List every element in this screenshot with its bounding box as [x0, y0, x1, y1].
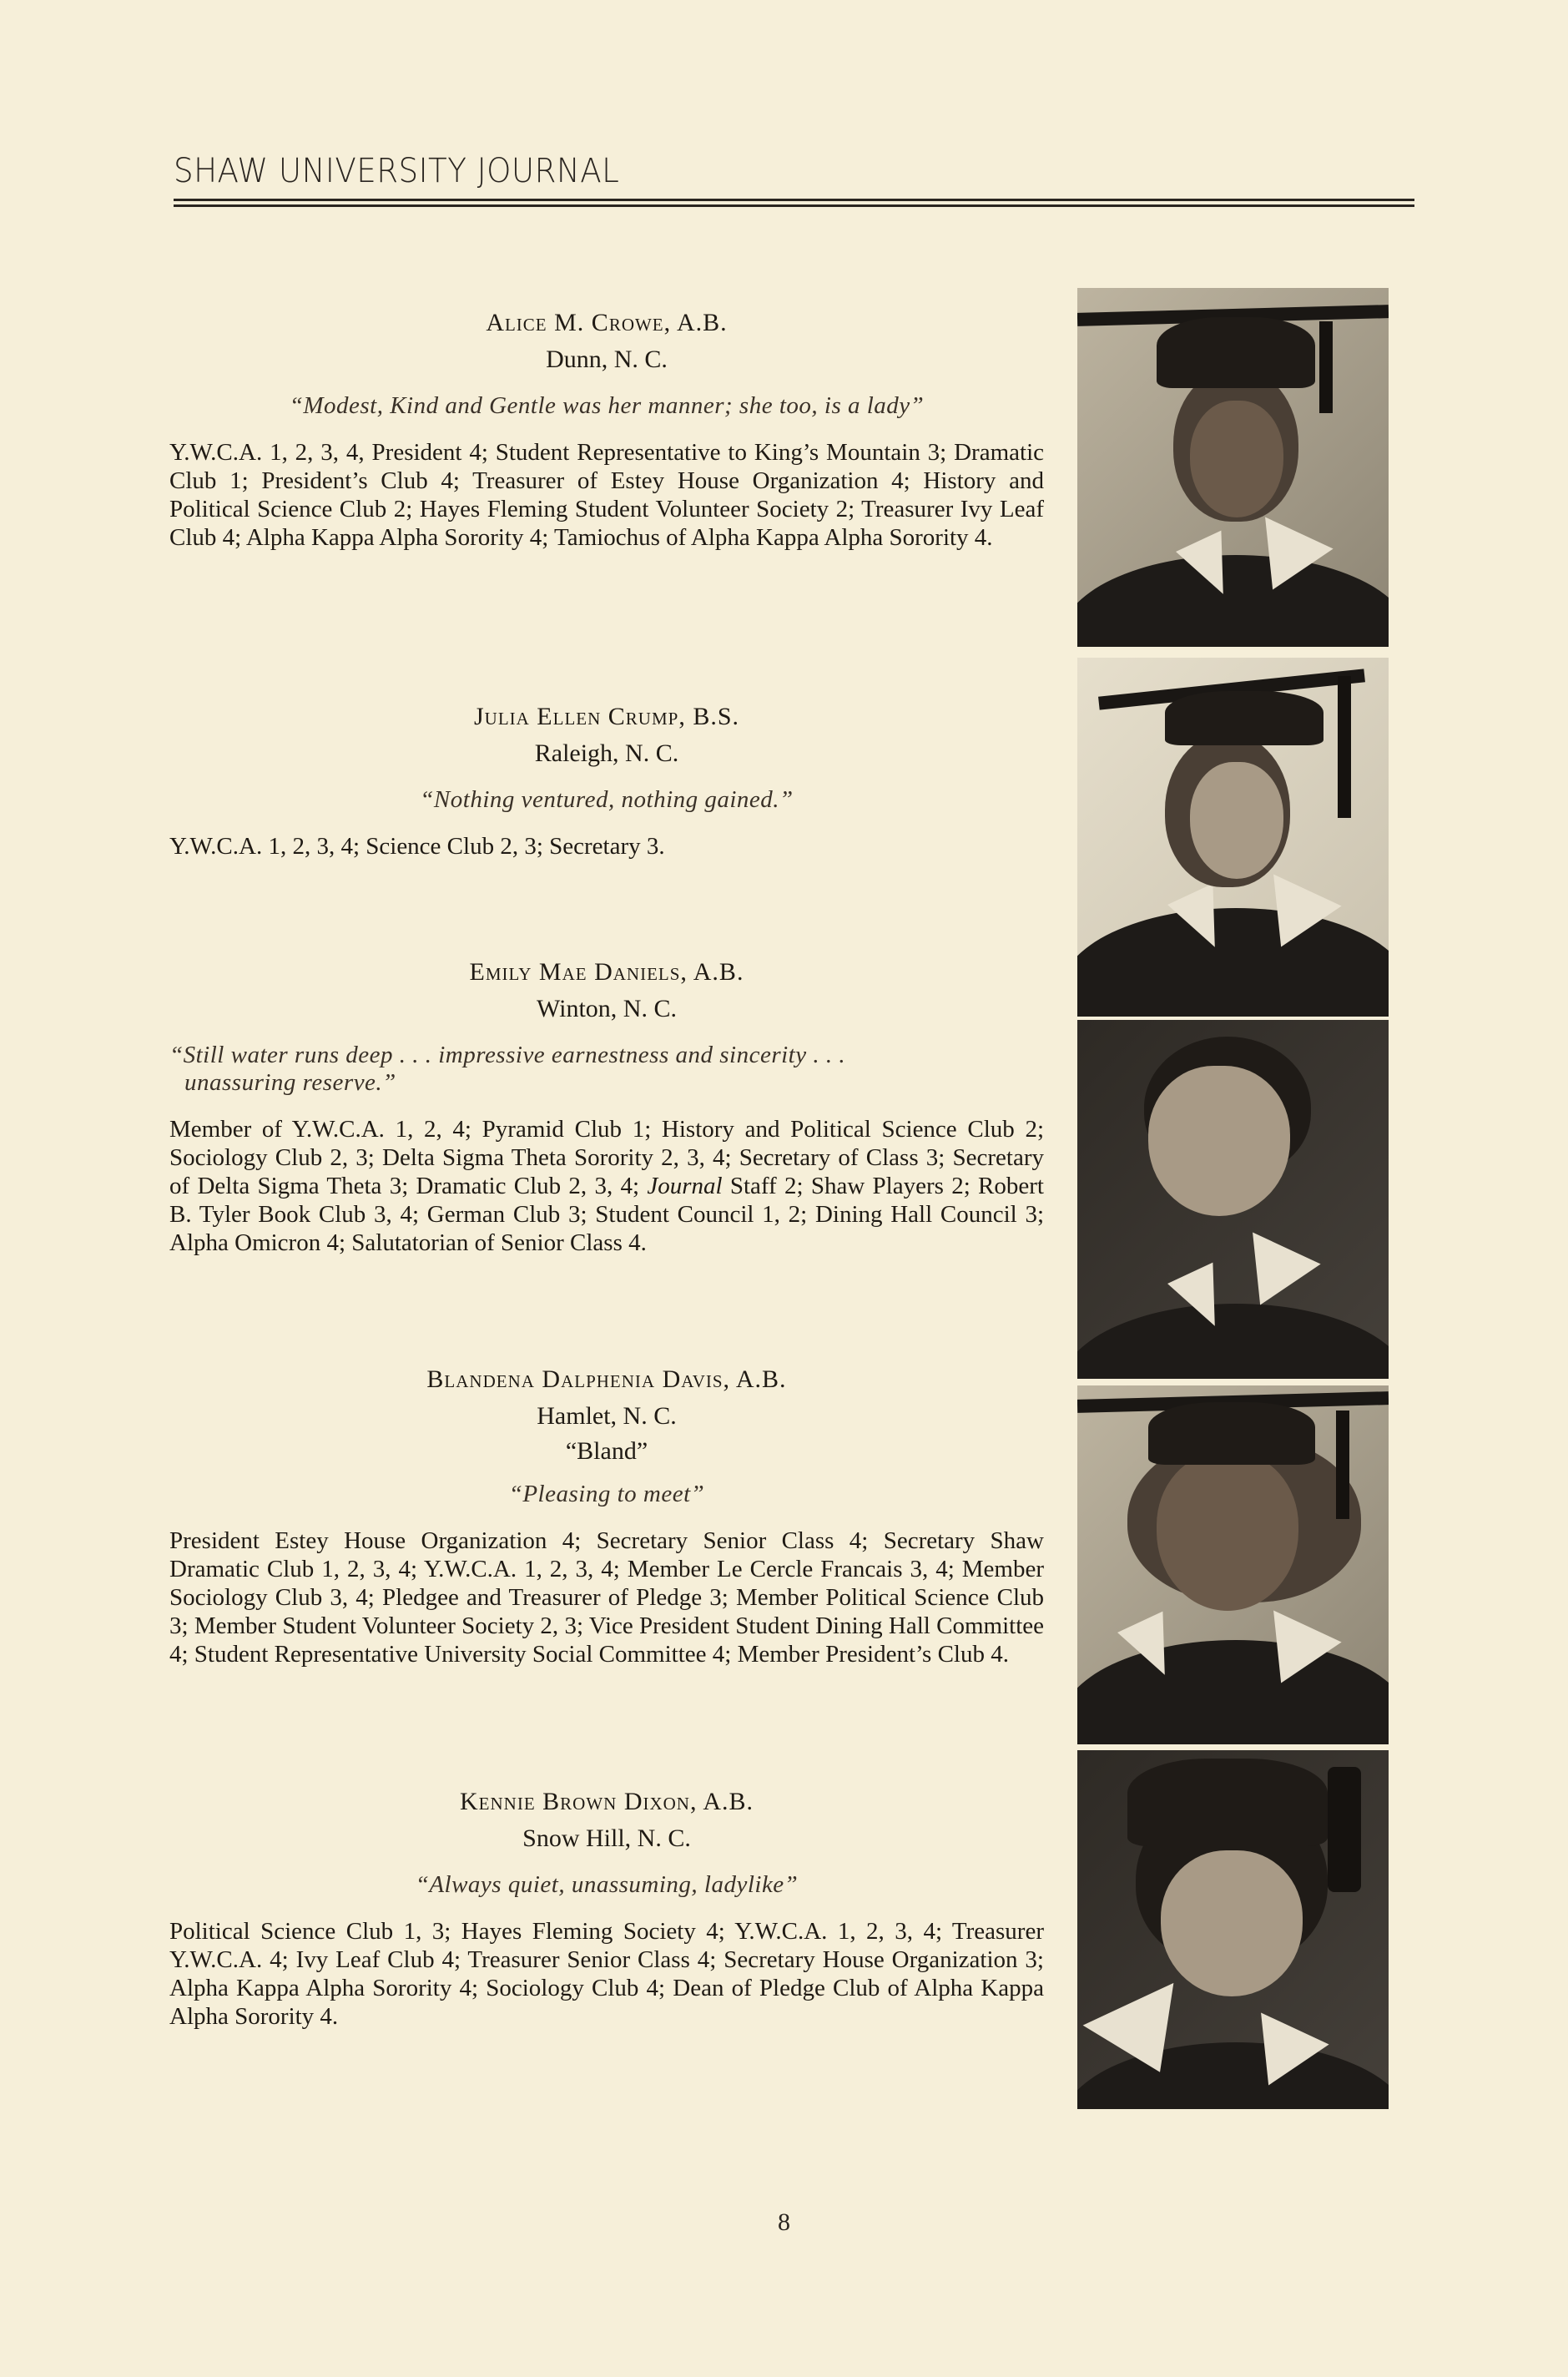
senior-activities: Y.W.C.A. 1, 2, 3, 4; Science Club 2, 3; Secretary 3.: [169, 833, 665, 860]
senior-hometown: Winton, N. C.: [537, 995, 677, 1022]
tassel: [1319, 321, 1333, 413]
senior-entry: [169, 958, 1044, 1257]
portrait-photo: [1077, 288, 1389, 647]
senior-entry: [169, 309, 1044, 552]
senior-nickname: “Bland”: [565, 1437, 648, 1465]
senior-entry: [169, 1788, 1044, 2031]
senior-entry: [169, 703, 1044, 860]
senior-hometown: Snow Hill, N. C.: [522, 1824, 691, 1852]
senior-hometown: Dunn, N. C.: [546, 346, 668, 373]
senior-name: Emily Mae Daniels, A.B.: [469, 958, 744, 986]
senior-activities: Y.W.C.A. 1, 2, 3, 4, President 4; Student Representative to King’s Mountain 3; Dramatic Club 1; President’s Club 4; Treasurer of Estey House Organization 4; History and Political Science Club 2; Hayes Fleming Student Volunteer Society 2; Treasurer Ivy Leaf Club 4; Alpha Kappa Alpha Sorority 4; Tamiochus of Alpha Kappa Alpha Sorority 4.: [169, 439, 1044, 551]
header-rule-top: [174, 199, 1414, 201]
senior-name: Julia Ellen Crump, B.S.: [473, 703, 740, 730]
senior-activities: Political Science Club 1, 3; Hayes Fleming Society 4; Y.W.C.A. 1, 2, 3, 4; Treasurer Y.W.C.A. 4; Ivy Leaf Club 4; Treasurer Senior Class 4; Secretary House Organization 3; Alpha Kappa Alpha Sorority 4; Sociology Club 4; Dean of Pledge Club of Alpha Kappa Alpha Sorority 4.: [169, 1918, 1044, 2030]
tassel: [1336, 1411, 1349, 1519]
header-rule-bottom: [174, 204, 1414, 207]
cap-crown: [1127, 1759, 1328, 1846]
face: [1161, 1850, 1303, 1996]
senior-entry: [169, 1365, 1044, 1668]
tassel: [1328, 1767, 1361, 1892]
face: [1157, 1452, 1298, 1611]
senior-motto: “Always quiet, unassuming, ladylike”: [415, 1871, 799, 1898]
face: [1148, 1066, 1290, 1216]
face: [1190, 401, 1283, 517]
portrait-photo: [1077, 1020, 1389, 1379]
senior-motto: [169, 1042, 1044, 1097]
tassel: [1338, 676, 1351, 818]
cap-crown: [1157, 317, 1315, 388]
cap-crown: [1148, 1402, 1315, 1465]
senior-motto: “Nothing ventured, nothing gained.”: [420, 786, 794, 813]
senior-motto-line2: unassuring reserve.”: [184, 1069, 396, 1096]
senior-hometown: Hamlet, N. C.: [537, 1402, 677, 1430]
senior-activities: [169, 1115, 1044, 1257]
senior-motto: “Modest, Kind and Gentle was her manner; she too, is a lady”: [289, 392, 925, 419]
portrait-photo: [1077, 1385, 1389, 1744]
activities-text: Staff 2; Shaw Players 2; Robert B. Tyler Book Club 3, 4; German Club 3; Student Council 1, 2; Dining Hall Council 3; Alpha Omicron 4; Salutatorian of Senior Class 4.: [169, 1173, 1044, 1256]
senior-name: Blandena Dalphenia Davis, A.B.: [426, 1365, 787, 1393]
senior-motto: “Pleasing to meet”: [508, 1481, 705, 1507]
senior-name: Alice M. Crowe, A.B.: [486, 309, 728, 336]
face: [1190, 762, 1283, 879]
senior-motto-line1: “Still water runs deep . . . impressive earnestness and sincerity . . .: [169, 1042, 846, 1068]
activities-text: Member of Y.W.C.A. 1, 2, 4; Pyramid Club 1; History and Political Science Club 2; Sociology Club 2, 3; Delta Sigma Theta Sorority 2, 3, 4; Secretary of Class 3; Secretary of Delta Sigma Theta 3; Dramatic Club 2, 3, 4;: [169, 1116, 1044, 1199]
senior-activities: President Estey House Organization 4; Secretary Senior Class 4; Secretary Shaw Dramatic Club 1, 2, 3, 4; Y.W.C.A. 1, 2, 3, 4; Member Le Cercle Francais 3, 4; Member Sociology Club 3, 4; Pledgee and Treasurer of Pledge 3; Member Political Science Club 3; Member Student Volunteer Society 2, 3; Vice President Student Dining Hall Committee 4; Student Representative University Social Committee 4; Member President’s Club 4.: [169, 1527, 1044, 1668]
portrait-photo: [1077, 658, 1389, 1017]
senior-hometown: Raleigh, N. C.: [534, 739, 679, 767]
page-number: 8: [778, 2208, 790, 2236]
journal-title-italic: Journal: [647, 1173, 723, 1199]
journal-title: SHAW UNIVERSITY JOURNAL: [174, 152, 620, 190]
portrait-photo: [1077, 1750, 1389, 2109]
senior-name: Kennie Brown Dixon, A.B.: [460, 1788, 754, 1815]
cap-crown: [1165, 691, 1323, 745]
